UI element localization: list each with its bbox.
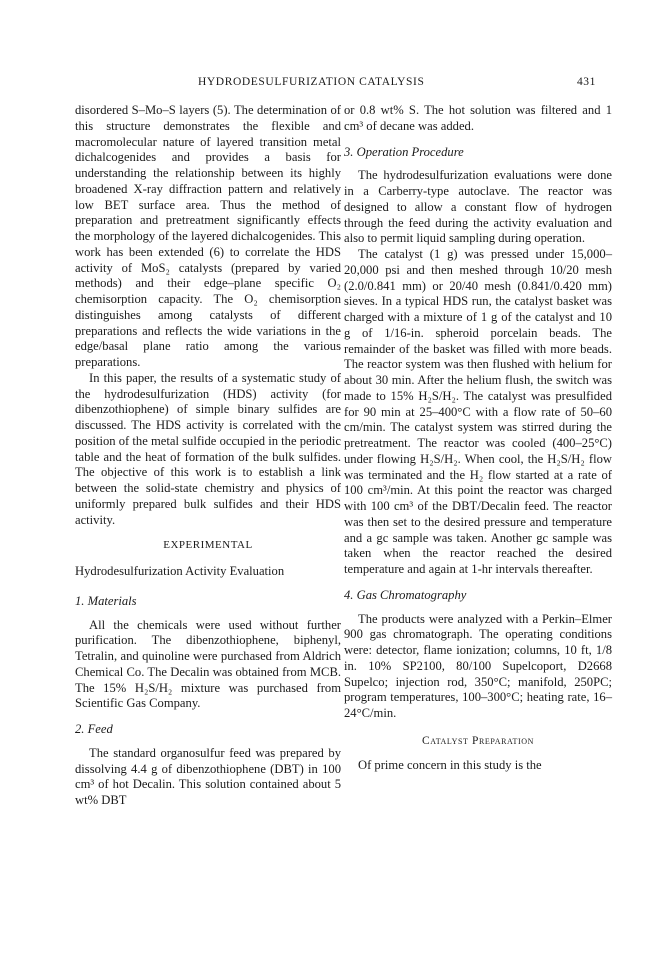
paragraph-objective: In this paper, the results of a systematic study of the hydrodesulfurization (HDS) activity (for dibenzothiophene) of simple binary sulfides are discussed. The HDS activity is correlated with the position of the metal sulfide occupied in the periodic table and the heat of formation of the bulk sulfides. The objective of this work is to establish a link between the solid-state chemistry and physics of uniformly prepared bulk sulfides and their HDS activity.: [75, 370, 341, 527]
subsubsection-heading-gc: 4. Gas Chromatography: [344, 587, 467, 602]
subsubsection-heading-materials: 1. Materials: [75, 593, 137, 608]
section-heading-catalyst-preparation: Catalyst Preparation: [421, 734, 535, 747]
paragraph-procedure: The catalyst (1 g) was pressed under 15,000–20,000 psi and then meshed through 10/20 mesh (2.0/0.841 mm) or 20/40 mesh (0.841/0.420 mm) sieves. In a typical HDS run, the catalyst basket was charged with a mixture of 1 g of the catalyst and 10 g of 1/16-in. spheroid porcelain beads. The remainder of the basket was filled with more beads. The reactor system was then flushed with helium for about 30 min. After the helium flush, the switch was made to 15% H₂S/H₂. The catalyst was presulfided for 90 min at 25–400°C with a flow rate of 50–60 cm/min. The catalyst system was stirred during the pretreatment. The reactor was cooled (400–25°C) under flowing H₂S/H₂. When cool, the H₂S/H₂ flow was terminated and the H₂ flow started at a rate of 100 cm³/min. At this point the reactor was charged with 100 cm³ of the DBT/Decalin feed. The reactor was then set to the desired pressure and temperature and a gc sample was taken. Another gc sample was taken when the reactor reached the desired temperature and again at 1-hr intervals thereafter.: [344, 247, 612, 576]
left-column: [75, 103, 341, 809]
subsubsection-heading-operation: 3. Operation Procedure: [344, 144, 464, 159]
section-heading-experimental: EXPERIMENTAL: [163, 539, 253, 552]
running-title: HYDRODESULFURIZATION CATALYSIS: [198, 76, 425, 88]
paragraph-materials: All the chemicals were used without further purification. The dibenzothiophene, biphenyl, Tetralin, and quinoline were purchased from Aldrich Chemical Co. The Decalin was obtained from MCB. The 15% H₂S/H₂ mixture was purchased from Scientific Gas Company.: [75, 617, 341, 711]
paragraph-gc: The products were analyzed with a Perkin–Elmer 900 gas chromatograph. The operating conditions were: detector, flame ionization; columns, 10 ft, 1/8 in. 10% SP2100, 80/100 Supelcoport, D2668 Supelco; injection rod, 350°C; manifold, 250PC; program temperatures, 100–300°C; heating rate, 16–24°C/min.: [344, 611, 612, 720]
paragraph-feed: The standard organosulfur feed was prepared by dissolving 4.4 g of dibenzothiophene (DBT) in 100 cm³ of hot Decalin. This solution contained about 5 wt% DBT: [75, 745, 341, 807]
paragraph-catalyst-preparation: Of prime concern in this study is the: [358, 757, 542, 772]
subsection-heading-hds-evaluation: Hydrodesulfurization Activity Evaluation: [75, 564, 285, 578]
subsubsection-heading-feed: 2. Feed: [75, 722, 113, 736]
paragraph-feed-continued: or 0.8 wt% S. The hot solution was filtered and 1 cm³ of decane was added.: [344, 103, 612, 133]
paragraph-intro-continued: disordered S–Mo–S layers (5). The determination of this structure demonstrates the flexible and macromolecular nature of layered transition metal dichalcogenides and provides a basis for understanding the relationship between its highly broadened X-ray diffraction pattern and relatively low BET surface area. Thus the method of preparation and pretreatment significantly effects the morphology of the layered dichalcogenides. This work has been extended (6) to correlate the HDS activity of MoS₂ catalysts (prepared by varied methods) and their edge–plane specific O₂ chemisorption capacity. The O₂ chemisorption distinguishes among catalysts of different preparations and reflects the wide variations in the edge/basal plane ratio among the various preparations.: [75, 103, 341, 369]
page-number: 431: [576, 76, 596, 88]
paragraph-operation: The hydrodesulfurization evaluations were done in a Carberry-type autoclave. The reactor was designed to allow a constant flow of hydrogen through the feed during the activity evaluation and also to permit liquid sampling during operation.: [344, 168, 612, 246]
right-column: [344, 103, 612, 773]
running-head: [0, 76, 672, 92]
